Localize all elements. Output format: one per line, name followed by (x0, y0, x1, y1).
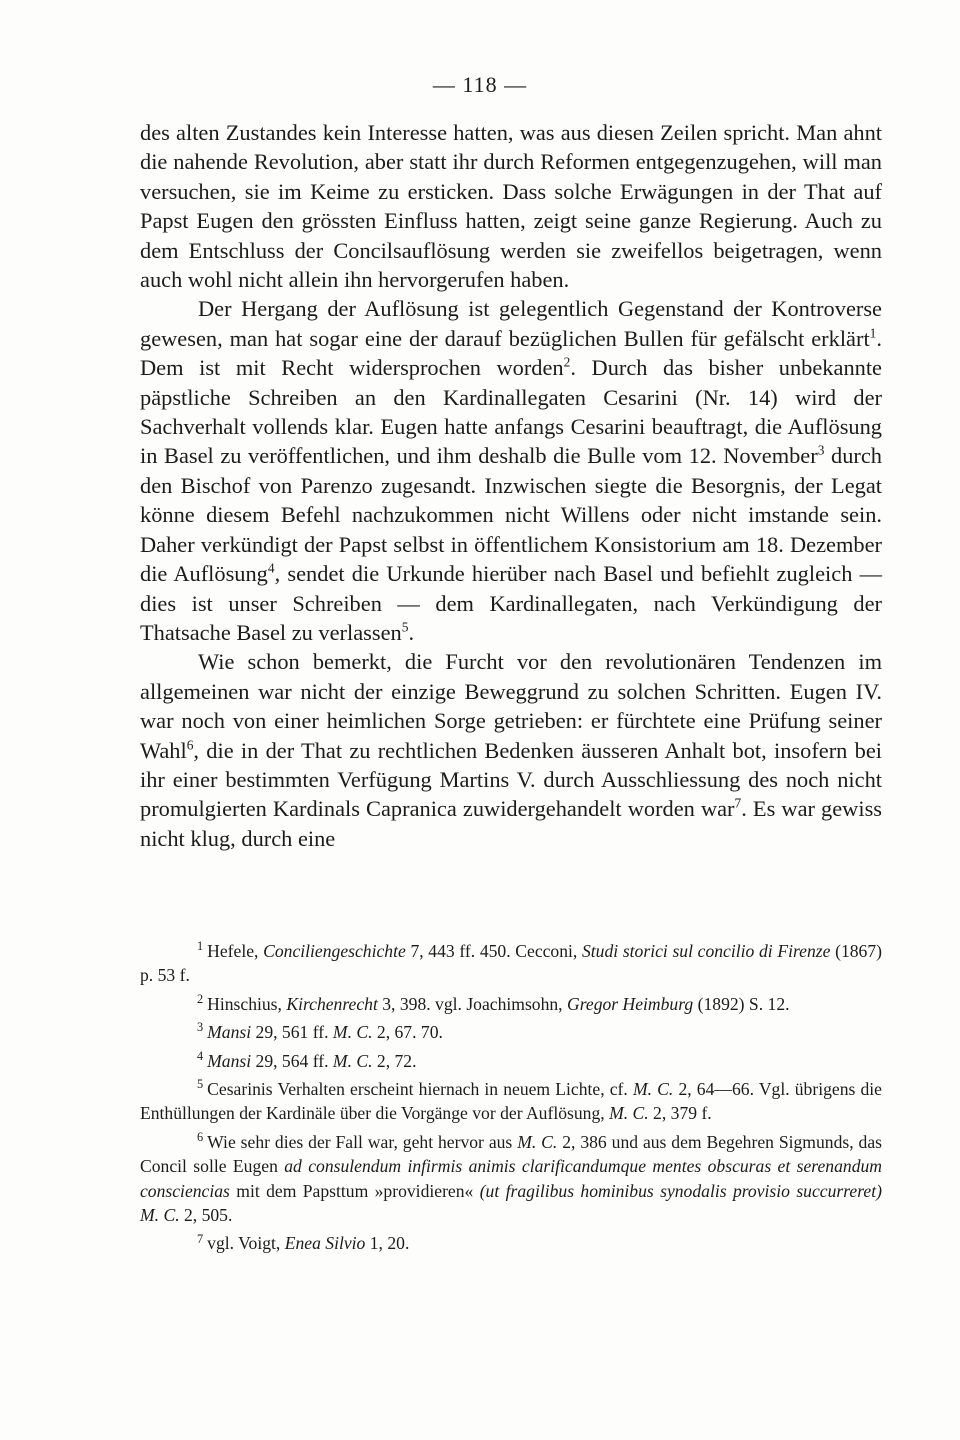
text-run: . Es war gewiss nicht klug, durch eine (140, 796, 882, 851)
footnote (140, 992, 882, 1016)
main-text (140, 118, 882, 853)
footnote-ref: 2 (563, 354, 571, 370)
footnote-ref: 5 (401, 619, 409, 635)
page-number: — 118 — (432, 72, 528, 97)
footnote (140, 1130, 882, 1228)
footnote-number: 3 (197, 1020, 204, 1035)
footnote-ref: 1 (869, 325, 877, 341)
footnote-ref: 4 (267, 560, 275, 576)
text-run: 29, 561 ff. (251, 1022, 333, 1043)
italic-text: Studi storici sul concilio di Firenze (581, 941, 831, 961)
text-run: . Durch das bisher unbekannte päpstliche Schreiben an den Kardinallegaten Cesarini (Nr. 14) wird der Sachverhalt vollends klar. Eugen hatte anfangs Cesarini beauftragt, die Auflösung in Basel zu veröffentlichen, und ihm deshalb die Bulle vom 12. November (140, 355, 882, 469)
italic-text: Mansi (207, 1022, 252, 1043)
footnote-number: 6 (197, 1129, 204, 1144)
text-run: . Dem ist mit Recht widersprochen worden (140, 325, 882, 381)
text-run: vgl. Voigt, (207, 1233, 285, 1254)
text-run: 3, 398. vgl. Joachimsohn, (377, 993, 567, 1014)
footnote (140, 1020, 882, 1044)
italic-text: Conciliengeschichte (263, 941, 406, 961)
text-run: 1, 20. (365, 1233, 410, 1254)
text-run: (1867) p. 53 f. (140, 941, 882, 986)
text-run: 2, 386 und aus dem Begehren Sigmunds, das Concil solle Eugen (140, 1131, 882, 1177)
footnote (140, 939, 882, 988)
footnote-ref: 3 (817, 443, 825, 458)
footnote-number: 4 (197, 1048, 204, 1063)
footnote (140, 1231, 882, 1255)
italic-text: M. C. (332, 1050, 373, 1071)
italic-text: M. C. (517, 1131, 558, 1152)
italic-text: Gregor Heimburg (566, 993, 694, 1014)
footnote-number: 7 (197, 1231, 204, 1246)
footnote-ref: 7 (734, 795, 742, 811)
text-run: 2, 67. 70. (372, 1022, 443, 1043)
paragraph (140, 647, 882, 853)
text-run: (1892) S. 12. (693, 993, 790, 1014)
italic-text: (ut fragilibus hominibus synodalis provisio succurreret) (479, 1180, 882, 1201)
text-run: 2, 505. (179, 1205, 233, 1226)
text-run: 2, 379 f. (648, 1103, 712, 1124)
italic-text: M. C. (632, 1079, 674, 1100)
text-run: Wie sehr dies der Fall war, geht hervor aus (207, 1131, 518, 1152)
text-run: . (408, 619, 415, 645)
footnote (140, 1077, 882, 1126)
footnote (140, 1049, 882, 1073)
text-run: durch den Bischof von Parenzo zugesandt. Inzwischen siegte die Besorgnis, der Legat könne diesem Befehl nachzukommen nicht Willens oder nicht imstande sein. Daher verkündigt der Papst selbst in öffentlichem Konsistorium am 18. Dezember die Auflösung (140, 443, 882, 587)
italic-text: Kirchenrecht (286, 993, 378, 1014)
italic-text: ad consulendum infirmis animis clarificandumque mentes obscuras et serenandum consciencias (140, 1156, 882, 1201)
text-run: Der Hergang der Auflösung ist gelegentlich Gegenstand der Kontroverse gewesen, man hat sogar eine der darauf bezüglichen Bullen für gefälscht erklärt (140, 296, 882, 351)
italic-text: M. C. (609, 1103, 649, 1124)
italic-text: M. C. (140, 1205, 180, 1226)
footnote-number: 2 (197, 991, 204, 1006)
italic-text: M. C. (332, 1022, 373, 1043)
text-run: Wie schon bemerkt, die Furcht vor den revolutionären Tendenzen im allgemeinen war nicht der einzige Beweggrund zu solchen Schritten. Eugen IV. war noch von einer heimlichen Sorge getrieben: er fürchtete eine Prüfung seiner Wahl (140, 649, 882, 763)
footnote-number: 5 (197, 1077, 204, 1092)
text-run: , die in der That zu rechtlichen Bedenken äusseren Anhalt bot, insofern bei ihr einer bestimmten Verfügung Martins V. durch Ausschliessung des noch nicht promulgierten Kardinals Capranica zuwidergehandelt worden war (140, 737, 882, 822)
paragraph (140, 294, 882, 647)
text-run: mit dem Papsttum »providieren« (229, 1180, 480, 1201)
text-run: Hefele, (207, 941, 264, 961)
footnotes (140, 939, 882, 1260)
footnote-ref: 6 (186, 737, 194, 753)
italic-text: Mansi (207, 1050, 252, 1071)
text-run: Hinschius, (207, 993, 287, 1014)
text-run: 29, 564 ff. (251, 1050, 333, 1071)
text-run: , sendet die Urkunde hierüber nach Basel und befiehlt zugleich — dies ist unser Schreiben — dem Kardinallegaten, nach Verkündigung der Thatsache Basel zu verlassen (140, 561, 882, 645)
paragraph (140, 118, 882, 294)
footnote-number: 1 (197, 939, 204, 954)
text-run: des alten Zustandes kein Interesse hatten, was aus diesen Zeilen spricht. Man ahnt die nahende Revolution, aber statt ihr durch Reformen entgegenzugehen, will man versuchen, sie im Keime zu ersticken. Dass solche Erwägungen in der That auf Papst Eugen den grössten Einfluss hatten, zeigt seine ganze Regierung. Auch zu dem Entschluss der Concilsauflösung werden sie zweifellos beigetragen, wenn auch wohl nicht allein ihn hervorgerufen haben. (140, 120, 882, 293)
italic-text: Enea Silvio (284, 1233, 366, 1254)
text-run: 2, 72. (372, 1050, 417, 1071)
text-run: Cesarinis Verhalten erscheint hiernach in neuem Lichte, cf. (207, 1079, 633, 1100)
text-run: 2, 64—66. Vgl. übrigens die Enthüllungen der Kardinäle über die Vorgänge vor der Auflösung, (140, 1079, 882, 1124)
text-run: 7, 443 ff. 450. Cecconi, (405, 941, 582, 961)
